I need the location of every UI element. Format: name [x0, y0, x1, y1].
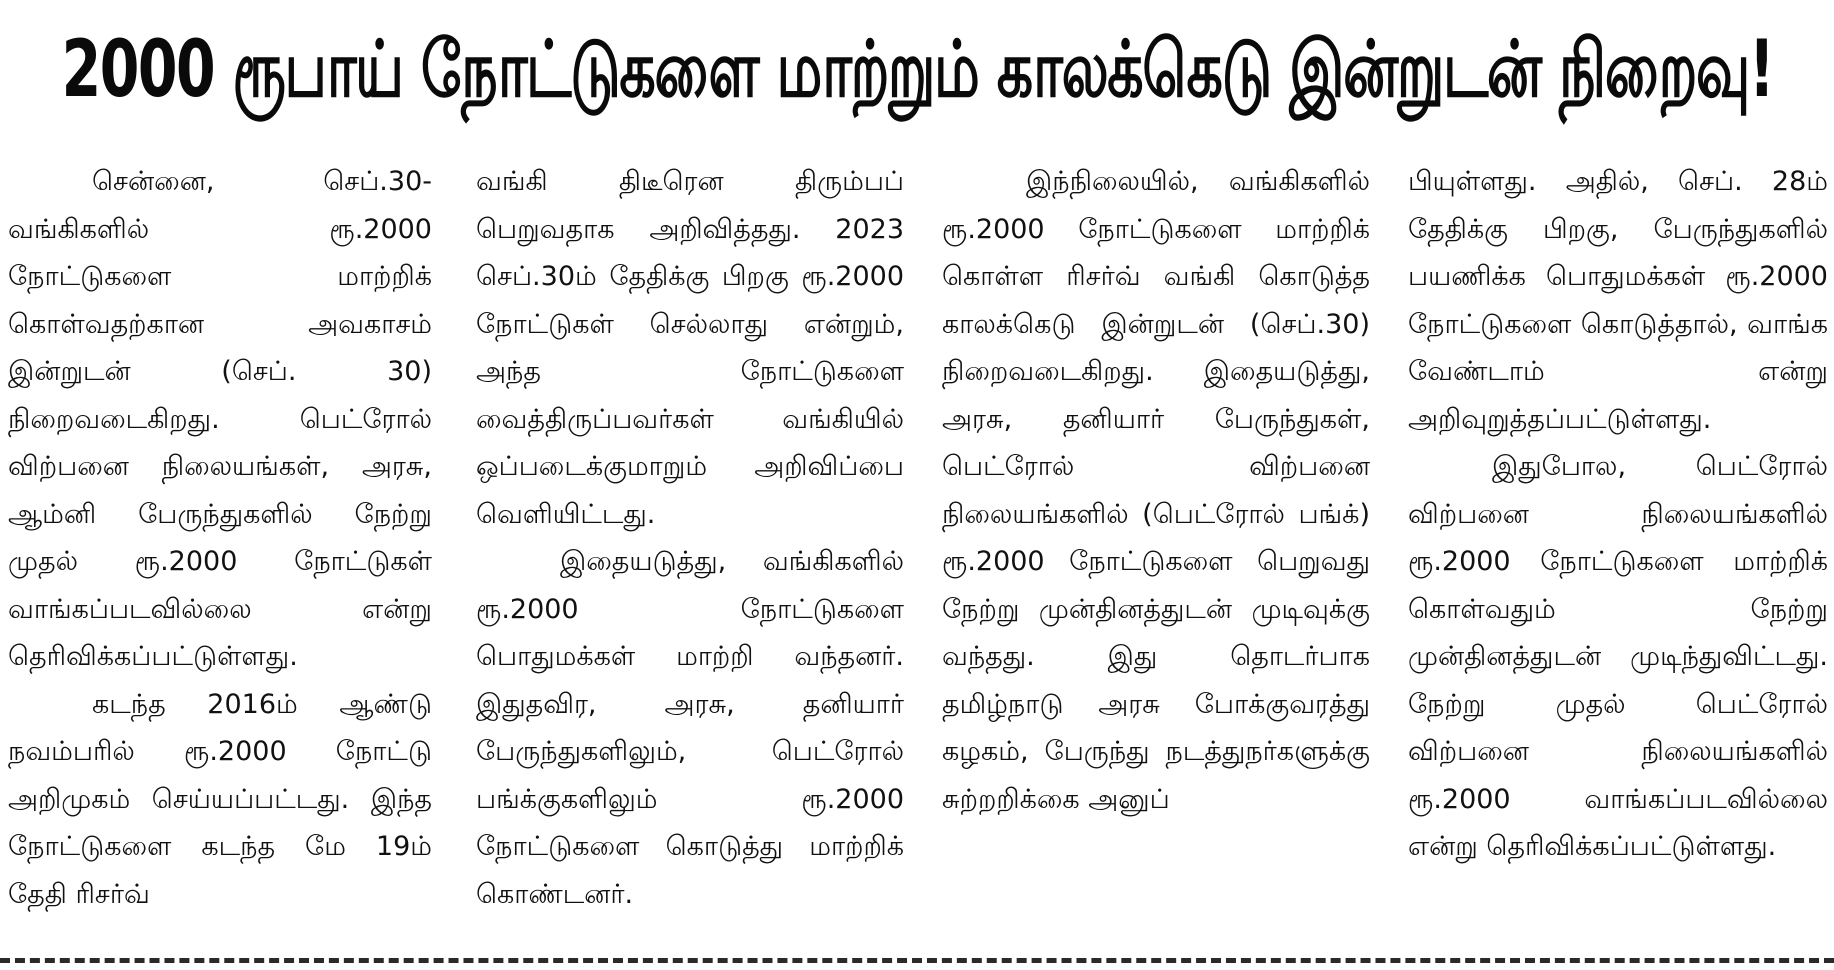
- column-1-paragraph-1: சென்னை, செப்.30- வங்கிகளில் ரூ.2000 நோட்டுகளை மாற்றிக் கொள்வதற்கான அவகாசம் இன்றுடன் (செப். 30) நிறைவடைகிறது. பெட்ரோல் விற்பனை நிலையங்கள், அரசு, ஆம்னி பேருந்துகளில் நேற்று முதல் ரூ.2000 நோட்டுகள் வாங்கப்படவில்லை என்று தெரிவிக்கப்பட்டுள்ளது.: [8, 166, 432, 672]
- bottom-dashed-divider: [0, 958, 1834, 963]
- column-1-paragraph-2: கடந்த 2016ம் ஆண்டு நவம்பரில் ரூ.2000 நோட்டு அறிமுகம் செய்யப்பட்டது. இந்த நோட்டுகளை கடந்த மே 19ம் தேதி ரிசர்வ்: [8, 688, 432, 910]
- article-body: [0, 158, 1834, 948]
- column-4-paragraph-2: இதுபோல, பெட்ரோல் விற்பனை நிலையங்களில் ரூ.2000 நோட்டுகளை மாற்றிக் கொள்வதும் நேற்று முன்தினத்துடன் முடிந்துவிட்டது. நேற்று முதல் பெட்ரோல் விற்பனை நிலையங்களில் ரூ.2000 வாங்கப்படவில்லை என்று தெரிவிக்கப்பட்டுள்ளது.: [1408, 451, 1828, 862]
- column-2-paragraph-2: இதையடுத்து, வங்கிகளில் ரூ.2000 நோட்டுகளை பொதுமக்கள் மாற்றி வந்தனர். இதுதவிர, அரசு, தனியார் பேருந்துகளிலும், பெட்ரோல் பங்க்குகளிலும் ரூ.2000 நோட்டுகளை கொடுத்து மாற்றிக் கொண்டனர்.: [476, 546, 904, 910]
- article-column-1: [8, 158, 432, 948]
- column-3-paragraph-1: இந்நிலையில், வங்கிகளில் ரூ.2000 நோட்டுகளை மாற்றிக் கொள்ள ரிசர்வ் வங்கி கொடுத்த காலக்கெடு இன்றுடன் (செப்.30) நிறைவடைகிறது. இதையடுத்து, அரசு, தனியார் பேருந்துகள், பெட்ரோல் விற்பனை நிலையங்களில் (பெட்ரோல் பங்க்) ரூ.2000 நோட்டுகளை பெறுவது நேற்று முன்தினத்துடன் முடிவுக்கு வந்தது. இது தொடர்பாக தமிழ்நாடு அரசு போக்குவரத்து கழகம், பேருந்து நடத்துநர்களுக்கு சுற்றறிக்கை அனுப்: [942, 166, 1370, 815]
- headline-area: [0, 0, 1834, 140]
- column-4-paragraph-1: பியுள்ளது. அதில், செப். 28ம் தேதிக்கு பிறகு, பேருந்துகளில் பயணிக்க பொதுமக்கள் ரூ.2000 நோட்டுகளை கொடுத்தால், வாங்க வேண்டாம் என்று அறிவுறுத்தப்பட்டுள்ளது.: [1408, 166, 1828, 435]
- column-2-paragraph-1: வங்கி திடீரென திரும்பப் பெறுவதாக அறிவித்தது. 2023 செப்.30ம் தேதிக்கு பிறகு ரூ.2000 நோட்டுகள் செல்லாது என்றும், அந்த நோட்டுகளை வைத்திருப்பவர்கள் வங்கியில் ஒப்படைக்குமாறும் அறிவிப்பை வெளியிட்டது.: [476, 166, 904, 530]
- article-column-4: [1408, 158, 1828, 948]
- article-headline: 2000 ரூபாய் நோட்டுகளை மாற்றும் காலக்கெடு இன்றுடன் நிறைவு!: [61, 25, 1773, 115]
- article-column-3: [942, 158, 1370, 948]
- article-column-2: [476, 158, 904, 948]
